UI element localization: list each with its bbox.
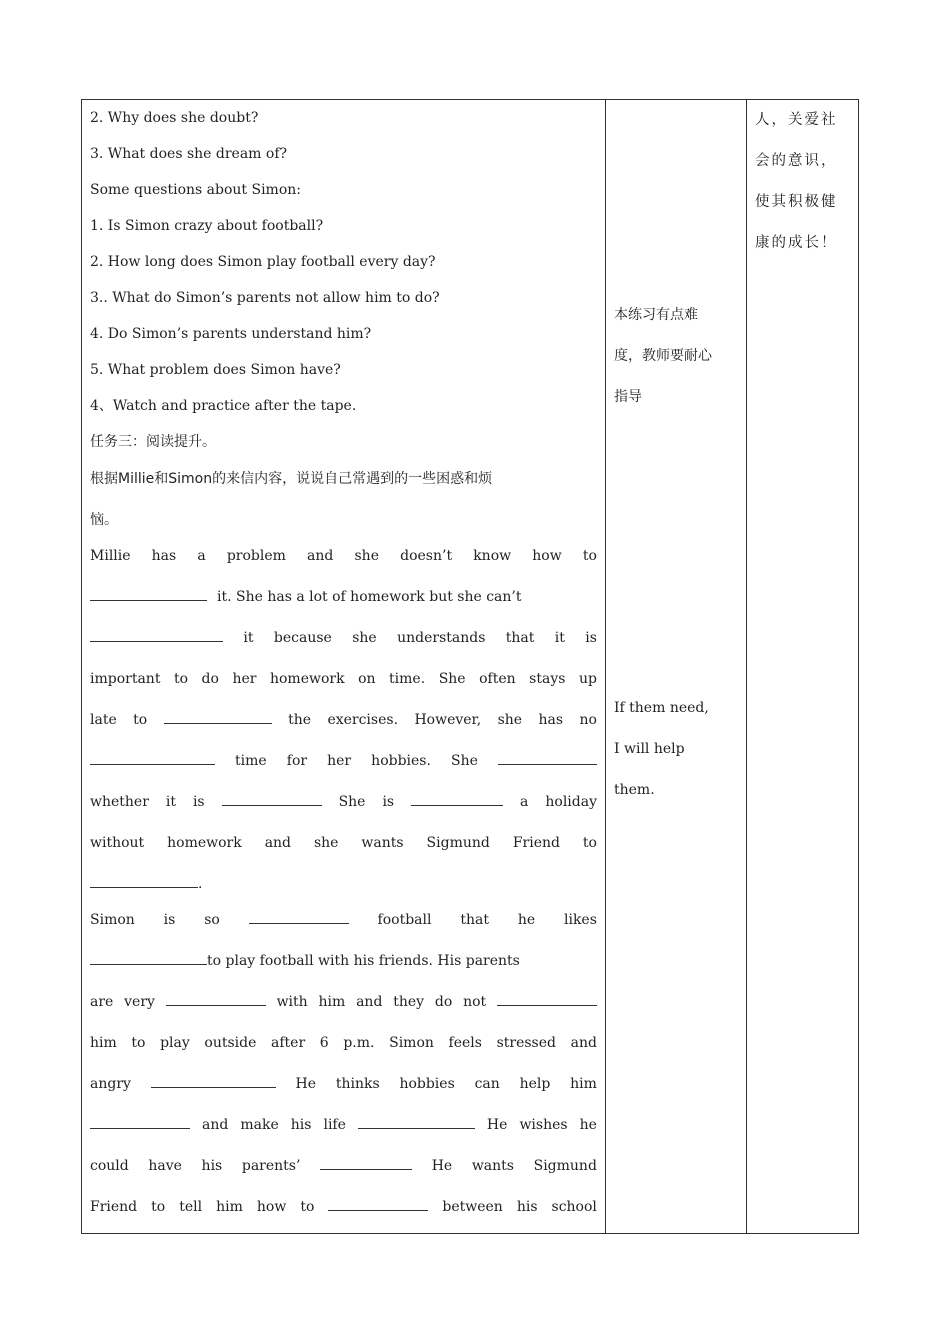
- word: they: [393, 994, 425, 1010]
- word: up: [578, 671, 597, 687]
- word: hobbies.: [371, 753, 431, 769]
- word: Simon: [90, 912, 135, 928]
- word: late: [90, 712, 117, 728]
- word: She: [338, 794, 366, 810]
- word: doesn’t: [400, 548, 453, 564]
- word: homework: [269, 671, 345, 687]
- blank[interactable]: [320, 1151, 412, 1170]
- aims-line: 人，关爱社: [755, 112, 838, 128]
- word: a: [520, 794, 529, 810]
- word: thinks: [335, 1076, 380, 1092]
- simon-line-3: [90, 987, 597, 1028]
- question-line: 3.. What do Simon’s parents not allow him to do?: [90, 290, 440, 306]
- word: Friend: [90, 1199, 138, 1215]
- blank[interactable]: [222, 787, 322, 806]
- simon-line-2: [90, 946, 597, 987]
- simon-line-8: [90, 1192, 597, 1233]
- word: tell: [179, 1199, 203, 1215]
- word: to: [173, 671, 189, 687]
- note-line: them.: [614, 782, 655, 798]
- note-line: 指导: [614, 389, 642, 405]
- word: stays: [529, 671, 566, 687]
- word: on: [358, 671, 376, 687]
- word: is: [163, 912, 176, 928]
- word: She: [438, 671, 466, 687]
- word: that: [460, 912, 489, 928]
- word: 6: [319, 1035, 329, 1051]
- simon-line-1: [90, 905, 597, 946]
- millie-line-4: [90, 664, 597, 705]
- word: whether: [90, 794, 149, 810]
- blank[interactable]: [358, 1110, 475, 1129]
- word: his: [290, 1117, 312, 1133]
- simon-line-5: [90, 1069, 597, 1110]
- word: it: [554, 630, 565, 646]
- question-line: 5. What problem does Simon have?: [90, 362, 341, 378]
- question-line: 2. How long does Simon play football every day?: [90, 254, 436, 270]
- word: a: [197, 548, 206, 564]
- blank[interactable]: [166, 987, 266, 1006]
- word: after: [271, 1035, 306, 1051]
- word: often: [479, 671, 516, 687]
- blank[interactable]: [411, 787, 503, 806]
- word: so: [204, 912, 220, 928]
- word: life: [323, 1117, 346, 1133]
- word: stressed: [496, 1035, 556, 1051]
- word: to: [300, 1199, 315, 1215]
- word: him: [318, 994, 346, 1010]
- word: she: [354, 548, 379, 564]
- word: play: [160, 1035, 190, 1051]
- word: hobbies: [399, 1076, 455, 1092]
- word: his: [201, 1158, 223, 1174]
- word: do: [434, 994, 453, 1010]
- word: to: [582, 548, 597, 564]
- word: not: [463, 994, 487, 1010]
- question-line: 4. Do Simon’s parents understand him?: [90, 326, 372, 342]
- word: has: [151, 548, 177, 564]
- word: wants: [471, 1158, 514, 1174]
- word: because: [273, 630, 332, 646]
- word: she: [497, 712, 523, 728]
- millie-line-7: [90, 787, 597, 828]
- word: very: [124, 994, 155, 1010]
- blank[interactable]: [151, 1069, 276, 1088]
- word: her: [232, 671, 257, 687]
- word: is: [382, 794, 395, 810]
- word: Millie: [90, 548, 131, 564]
- task3-title: 任务三：阅读提升。: [90, 434, 216, 450]
- word: parents’: [241, 1158, 301, 1174]
- word: has: [538, 712, 564, 728]
- word: Sigmund: [533, 1158, 597, 1174]
- word: help: [519, 1076, 551, 1092]
- blank[interactable]: [90, 582, 207, 601]
- word: is: [192, 794, 205, 810]
- word: time.: [389, 671, 426, 687]
- word: wishes: [519, 1117, 568, 1133]
- word: her: [327, 753, 352, 769]
- blank[interactable]: [498, 746, 597, 765]
- word: angry: [90, 1076, 131, 1092]
- word: make: [240, 1117, 279, 1133]
- word: understands: [397, 630, 486, 646]
- word: outside: [204, 1035, 257, 1051]
- word: how: [532, 548, 562, 564]
- word: Simon: [389, 1035, 434, 1051]
- word: likes: [563, 912, 597, 928]
- lesson-plan-table: [81, 99, 859, 1234]
- blank[interactable]: [90, 623, 223, 642]
- blank[interactable]: [497, 987, 597, 1006]
- simon-line-6: [90, 1110, 597, 1151]
- word: have: [148, 1158, 182, 1174]
- word: do: [201, 671, 219, 687]
- word: could: [90, 1158, 129, 1174]
- main-content-cell: [82, 100, 606, 1234]
- note-line: 本练习有点难: [614, 307, 698, 323]
- word: to: [133, 712, 148, 728]
- word: to: [151, 1199, 166, 1215]
- millie-text: it. She has a lot of homework but she can’t: [217, 589, 522, 605]
- aims-cell: [747, 100, 859, 1234]
- word: that: [505, 630, 535, 646]
- word: no: [579, 712, 597, 728]
- millie-line-8: [90, 828, 597, 869]
- word: She: [451, 753, 478, 769]
- aims-line: 会的意识，: [755, 153, 838, 169]
- blank[interactable]: [164, 705, 272, 724]
- word: him: [570, 1076, 597, 1092]
- blank[interactable]: [249, 905, 349, 924]
- word: for: [286, 753, 308, 769]
- word: He: [431, 1158, 453, 1174]
- word: and: [264, 835, 292, 851]
- word: to: [131, 1035, 146, 1051]
- simon-line-4: [90, 1028, 597, 1069]
- word: it: [165, 794, 176, 810]
- word: problem: [226, 548, 286, 564]
- note-line: I will help: [614, 741, 685, 757]
- word: He: [295, 1076, 317, 1092]
- word: time: [235, 753, 267, 769]
- word: and: [570, 1035, 597, 1051]
- word: p.m.: [343, 1035, 375, 1051]
- blank[interactable]: [90, 1110, 190, 1129]
- blank[interactable]: [328, 1192, 428, 1211]
- blank[interactable]: [90, 746, 215, 765]
- word: and: [356, 994, 383, 1010]
- word: to: [582, 835, 597, 851]
- millie-line-3: [90, 623, 597, 664]
- word: are: [90, 994, 114, 1010]
- question-line: 1. Is Simon crazy about football?: [90, 218, 324, 234]
- aims-line: 康的成长！: [755, 235, 838, 251]
- note-line: 度，教师要耐心: [614, 348, 712, 364]
- word: the: [288, 712, 312, 728]
- word: exercises.: [327, 712, 399, 728]
- word: how: [256, 1199, 287, 1215]
- word: However,: [414, 712, 482, 728]
- task3-intro-line2: 恼。: [90, 512, 118, 528]
- word: and: [202, 1117, 229, 1133]
- word: can: [474, 1076, 500, 1092]
- word: is: [585, 630, 597, 646]
- word: important: [90, 671, 161, 687]
- word: he: [517, 912, 536, 928]
- word: she: [352, 630, 377, 646]
- word: know: [473, 548, 512, 564]
- word: football: [377, 912, 432, 928]
- word: holiday: [545, 794, 597, 810]
- question-line: 4、Watch and practice after the tape.: [90, 398, 357, 414]
- word: and: [307, 548, 334, 564]
- blank[interactable]: [90, 946, 207, 965]
- teacher-note-difficulty: [614, 295, 740, 418]
- millie-line-9: [90, 869, 597, 905]
- word: between: [442, 1199, 503, 1215]
- note-line: If them need,: [614, 700, 709, 716]
- simon-line-7: [90, 1151, 597, 1192]
- simon-text: to play football with his friends. His parents: [207, 953, 520, 969]
- word: wants: [361, 835, 404, 851]
- millie-line-5: [90, 705, 597, 746]
- millie-line-6: [90, 746, 597, 787]
- word: without: [90, 835, 145, 851]
- teacher-notes-cell: [606, 100, 747, 1234]
- word: him: [90, 1035, 117, 1051]
- word: school: [551, 1199, 597, 1215]
- word: feels: [448, 1035, 482, 1051]
- word: with: [276, 994, 308, 1010]
- millie-line-1: [90, 541, 597, 582]
- word: it: [243, 630, 254, 646]
- word: him: [216, 1199, 243, 1215]
- teacher-note-help: [614, 688, 740, 811]
- word: Friend: [512, 835, 560, 851]
- word: He: [486, 1117, 508, 1133]
- word: she: [313, 835, 339, 851]
- word: he: [579, 1117, 597, 1133]
- word: his: [516, 1199, 538, 1215]
- millie-line-2: [90, 582, 597, 623]
- millie-text: .: [198, 876, 203, 892]
- blank[interactable]: [90, 869, 198, 888]
- word: homework: [167, 835, 242, 851]
- aims-line: 使其积极健: [755, 194, 838, 210]
- word: Sigmund: [426, 835, 490, 851]
- question-line: 2. Why does she doubt?: [90, 110, 259, 126]
- question-line: 3. What does she dream of?: [90, 146, 288, 162]
- task3-intro-line1: 根据Millie和Simon的来信内容，说说自己常遇到的一些困惑和烦: [90, 471, 493, 487]
- question-line: Some questions about Simon:: [90, 182, 301, 198]
